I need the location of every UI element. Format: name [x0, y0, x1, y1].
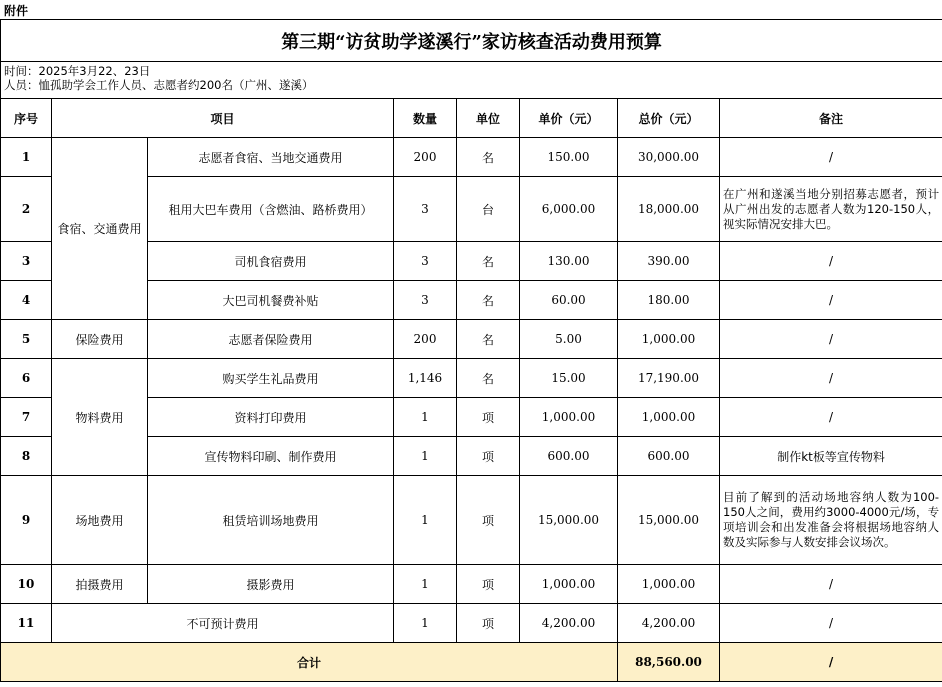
info-cell [1, 62, 942, 99]
row-price: 15,000.00 [520, 476, 618, 565]
info-row [1, 62, 942, 99]
time-line: 时间：2025年3月22、23日 [4, 64, 151, 78]
row-qty: 1 [394, 476, 457, 565]
row-qty: 1 [394, 398, 457, 437]
group-food: 食宿、交通费用 [52, 138, 148, 320]
header-item: 项目 [52, 99, 394, 138]
row-seq: 11 [1, 604, 52, 643]
row-unit: 名 [457, 359, 520, 398]
row-price: 5.00 [520, 320, 618, 359]
total-value: 88,560.00 [618, 643, 720, 682]
group-insurance: 保险费用 [52, 320, 148, 359]
row-seq: 5 [1, 320, 52, 359]
row-note: / [720, 398, 942, 437]
row-item: 宣传物料印刷、制作费用 [148, 437, 394, 476]
row-item: 不可预计费用 [52, 604, 394, 643]
row-price: 150.00 [520, 138, 618, 177]
attachment-label: 附件 [4, 4, 29, 18]
header-row [1, 99, 942, 138]
row-item: 购买学生礼品费用 [148, 359, 394, 398]
row-unit: 项 [457, 604, 520, 643]
people-line: 人员：恤孤助学会工作人员、志愿者约200名（广州、遂溪） [4, 78, 314, 92]
row-note: 目前了解到的活动场地容纳人数为100-150人之间，费用约3000-4000元/场，专项培训会和出发准备会将根据场地容纳人数及实际参与人数安排会议场次。 [720, 476, 942, 565]
row-price: 6,000.00 [520, 177, 618, 242]
row-unit: 项 [457, 398, 520, 437]
row-unit: 名 [457, 281, 520, 320]
header-note: 备注 [720, 99, 942, 138]
row-total: 1,000.00 [618, 320, 720, 359]
total-note: / [720, 643, 942, 682]
row-note: / [720, 138, 942, 177]
row-item: 志愿者保险费用 [148, 320, 394, 359]
row-price: 600.00 [520, 437, 618, 476]
row-unit: 台 [457, 177, 520, 242]
row-item: 资料打印费用 [148, 398, 394, 437]
row-total: 1,000.00 [618, 565, 720, 604]
row-price: 4,200.00 [520, 604, 618, 643]
row-qty: 3 [394, 242, 457, 281]
row-seq: 10 [1, 565, 52, 604]
group-material: 物料费用 [52, 359, 148, 476]
row-total: 4,200.00 [618, 604, 720, 643]
row-qty: 200 [394, 320, 457, 359]
row-seq: 7 [1, 398, 52, 437]
row-total: 600.00 [618, 437, 720, 476]
table-row [1, 604, 942, 643]
row-total: 30,000.00 [618, 138, 720, 177]
row-unit: 名 [457, 320, 520, 359]
table-row [1, 138, 942, 177]
row-unit: 项 [457, 437, 520, 476]
header-price: 单价（元） [520, 99, 618, 138]
row-price: 130.00 [520, 242, 618, 281]
row-note: / [720, 320, 942, 359]
row-total: 390.00 [618, 242, 720, 281]
row-qty: 1,146 [394, 359, 457, 398]
table-row [1, 320, 942, 359]
document-title: 第三期“访贫助学遂溪行”家访核查活动费用预算 [1, 20, 942, 62]
row-seq: 2 [1, 177, 52, 242]
row-note: / [720, 359, 942, 398]
row-seq: 4 [1, 281, 52, 320]
row-note: / [720, 242, 942, 281]
group-photo: 拍摄费用 [52, 565, 148, 604]
row-qty: 1 [394, 565, 457, 604]
row-seq: 8 [1, 437, 52, 476]
row-unit: 名 [457, 138, 520, 177]
row-price: 1,000.00 [520, 565, 618, 604]
row-qty: 1 [394, 604, 457, 643]
header-unit: 单位 [457, 99, 520, 138]
title-row [1, 20, 942, 62]
row-note: / [720, 565, 942, 604]
row-qty: 200 [394, 138, 457, 177]
row-item: 租赁培训场地费用 [148, 476, 394, 565]
row-total: 1,000.00 [618, 398, 720, 437]
row-note: 制作kt板等宣传物料 [720, 437, 942, 476]
row-price: 1,000.00 [520, 398, 618, 437]
total-label: 合计 [1, 643, 618, 682]
table-row [1, 476, 942, 565]
row-item: 志愿者食宿、当地交通费用 [148, 138, 394, 177]
row-qty: 1 [394, 437, 457, 476]
row-qty: 3 [394, 281, 457, 320]
row-note: / [720, 281, 942, 320]
row-item: 租用大巴车费用（含燃油、路桥费用） [148, 177, 394, 242]
row-seq: 3 [1, 242, 52, 281]
row-price: 60.00 [520, 281, 618, 320]
row-note: / [720, 604, 942, 643]
table-row [1, 565, 942, 604]
row-unit: 项 [457, 476, 520, 565]
row-total: 180.00 [618, 281, 720, 320]
row-seq: 1 [1, 138, 52, 177]
row-seq: 6 [1, 359, 52, 398]
group-venue: 场地费用 [52, 476, 148, 565]
row-seq: 9 [1, 476, 52, 565]
row-item: 大巴司机餐费补贴 [148, 281, 394, 320]
header-total: 总价（元） [618, 99, 720, 138]
row-note: 在广州和遂溪当地分别招募志愿者，预计从广州出发的志愿者人数为120-150人，视实际情况安排大巴。 [720, 177, 942, 242]
total-row [1, 643, 942, 682]
row-total: 18,000.00 [618, 177, 720, 242]
row-unit: 名 [457, 242, 520, 281]
table-row [1, 359, 942, 398]
row-total: 15,000.00 [618, 476, 720, 565]
row-price: 15.00 [520, 359, 618, 398]
row-item: 司机食宿费用 [148, 242, 394, 281]
row-total: 17,190.00 [618, 359, 720, 398]
row-qty: 3 [394, 177, 457, 242]
budget-table [0, 19, 942, 682]
row-unit: 项 [457, 565, 520, 604]
header-qty: 数量 [394, 99, 457, 138]
row-item: 摄影费用 [148, 565, 394, 604]
header-seq: 序号 [1, 99, 52, 138]
